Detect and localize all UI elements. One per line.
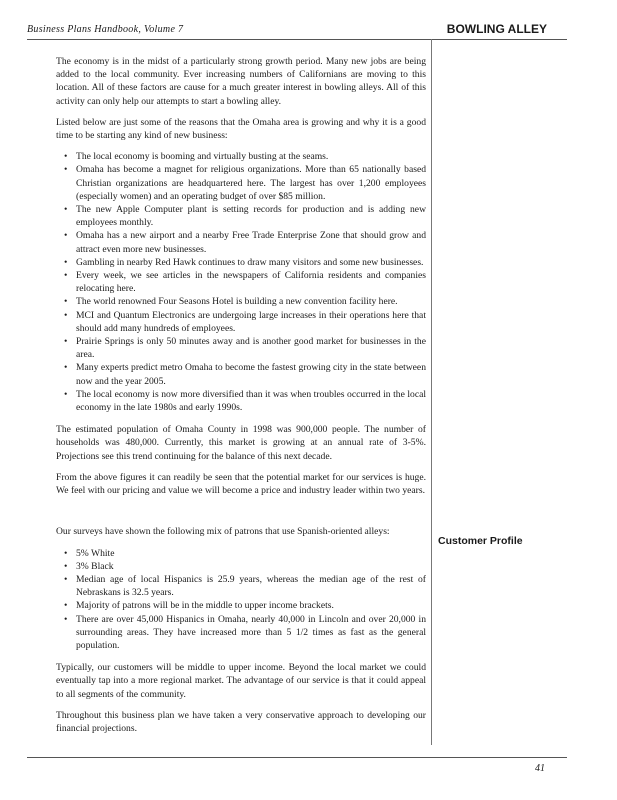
list-item: • 5% White	[76, 547, 426, 560]
list-item: • The new Apple Computer plant is setting records for production and is adding new employees monthly.	[76, 203, 426, 229]
list-item: • Many experts predict metro Omaha to become the fastest growing city in the state between now and the year 2005.	[76, 361, 426, 387]
customer-profile-heading: Customer Profile	[438, 535, 523, 547]
reasons-list	[56, 150, 426, 414]
list-item: • The world renowned Four Seasons Hotel is building a new convention facility here.	[76, 295, 426, 308]
list-item: • Omaha has become a magnet for religious organizations. More than 65 nationally based Christian organizations are headquartered here. The largest has over 1,200 employees (especially women) and an operating budget of over $85 million.	[76, 163, 426, 203]
book-title: Business Plans Handbook, Volume 7	[27, 24, 184, 35]
list-item: • Majority of patrons will be in the middle to upper income brackets.	[76, 599, 426, 612]
list-item: • Every week, we see articles in the newspapers of California residents and companies relocating here.	[76, 269, 426, 295]
section-title: BOWLING ALLEY	[446, 22, 547, 36]
paragraph: Listed below are just some of the reasons that the Omaha area is growing and why it is a good time to be starting any kind of new business:	[56, 116, 426, 142]
list-item: • Gambling in nearby Red Hawk continues to draw many visitors and some new businesses.	[76, 256, 426, 269]
list-item: • The local economy is now more diversified than it was when troubles occurred in the local economy in the late 1980s and early 1990s.	[76, 388, 426, 414]
paragraph: Our surveys have shown the following mix of patrons that use Spanish-oriented alleys:	[56, 526, 390, 538]
header-rule	[27, 39, 567, 40]
page-number: 41	[535, 763, 545, 774]
patrons-list	[56, 547, 426, 653]
list-item: • 3% Black	[76, 560, 426, 573]
main-content	[56, 55, 426, 743]
list-item: • The local economy is booming and virtually busting at the seams.	[76, 150, 426, 163]
footer-rule	[27, 757, 567, 758]
paragraph: Throughout this business plan we have taken a very conservative approach to developing our financial projections.	[56, 709, 426, 734]
section-spacer	[56, 505, 426, 525]
list-item: • There are over 45,000 Hispanics in Omaha, nearly 40,000 in Lincoln and over 20,000 in surrounding areas. They have increased more than 5 1/2 times as fast as the general population.	[76, 613, 426, 653]
list-item: • MCI and Quantum Electronics are undergoing large increases in their operations here that should add many hundreds of employees.	[76, 309, 426, 335]
paragraph: Typically, our customers will be middle to upper income. Beyond the local market we could eventually tap into a more regional market. The advantage of our service is that it could appeal to all segments of the community.	[56, 662, 426, 700]
paragraph: The economy is in the midst of a particularly strong growth period. Many new jobs are being added to the local community. Ever increasing numbers of Californians are moving to this location. All of these factors are cause for a much greater interest in bowling alleys. All of this activity can only help our attempts to start a bowling alley.	[56, 56, 426, 107]
list-item: • Median age of local Hispanics is 25.9 years, whereas the median age of the rest of Nebraskans is 32.5 years.	[76, 573, 426, 599]
paragraph: The estimated population of Omaha County in 1998 was 900,000 people. The number of households was 480,000. Currently, this market is growing at an annual rate of 3-5%. Projections see this trend continuing for the balance of this next decade.	[56, 424, 426, 462]
paragraph: From the above figures it can readily be seen that the potential market for our services is huge. We feel with our pricing and value we will become a price and industry leader within two years.	[56, 471, 426, 497]
list-item: • Omaha has a new airport and a nearby Free Trade Enterprise Zone that should grow and attract even more new businesses.	[76, 229, 426, 255]
column-divider	[431, 39, 432, 745]
list-item: • Prairie Springs is only 50 minutes away and is another good market for businesses in the area.	[76, 335, 426, 361]
